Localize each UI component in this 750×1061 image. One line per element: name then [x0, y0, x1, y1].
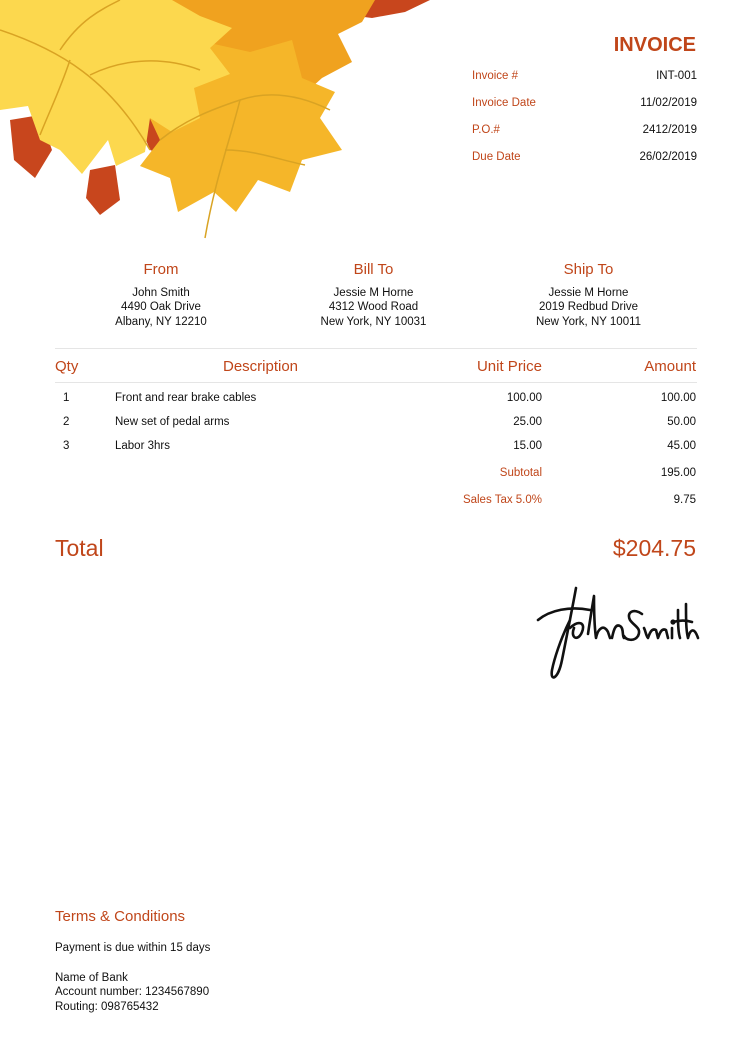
cell-amount: 100.00: [660, 392, 696, 404]
meta-row-invoice-date: [472, 97, 697, 124]
cell-amount: 45.00: [667, 440, 696, 452]
cell-unit-price: 100.00: [506, 392, 542, 404]
party-ship-to-title: Ship To: [563, 261, 614, 278]
cell-amount: 50.00: [667, 416, 696, 428]
tax-value: 9.75: [673, 494, 696, 506]
cell-qty: 1: [63, 392, 70, 404]
meta-value: 26/02/2019: [639, 151, 697, 163]
meta-label: Invoice Date: [472, 97, 536, 109]
party-line: Jessie M Horne: [548, 286, 629, 299]
invoice-meta: [472, 70, 697, 178]
total-label: Total: [55, 535, 104, 561]
party-line: 4490 Oak Drive: [121, 301, 201, 313]
spacer: [55, 956, 210, 971]
table-row: [0, 416, 750, 436]
party-line: John Smith: [132, 286, 190, 299]
tax-label: Sales Tax 5.0%: [462, 494, 542, 506]
column-header-qty: Qty: [55, 358, 79, 375]
column-header-amount: Amount: [644, 358, 696, 375]
signature-image: [530, 580, 700, 690]
party-ship-to: [480, 263, 697, 329]
invoice-title: INVOICE: [613, 34, 696, 56]
party-line: Jessie M Horne: [333, 286, 414, 299]
cell-qty: 3: [63, 440, 70, 452]
party-line: New York, NY 10031: [320, 315, 427, 328]
terms-title: Terms & Conditions: [55, 908, 186, 925]
terms-body: [55, 941, 210, 1014]
bank-line: Account number: 1234567890: [55, 986, 210, 998]
parties-section: [55, 263, 697, 329]
autumn-leaves-decoration: [0, 0, 430, 245]
bank-line: Routing: 098765432: [55, 1000, 159, 1013]
cell-description: New set of pedal arms: [115, 416, 230, 428]
leaf-deep-red-small: [86, 165, 120, 215]
cell-qty: 2: [63, 416, 70, 428]
table-row: [0, 440, 750, 460]
column-header-unit-price: Unit Price: [476, 358, 542, 375]
meta-row-po-number: [472, 124, 697, 151]
cell-description: Labor 3hrs: [115, 440, 170, 452]
party-line: New York, NY 10011: [535, 315, 642, 328]
divider-header: [55, 382, 697, 383]
subtotal-label: Subtotal: [499, 467, 542, 479]
cell-unit-price: 25.00: [513, 416, 542, 428]
meta-row-invoice-number: [472, 70, 697, 97]
cell-description: Front and rear brake cables: [115, 392, 257, 404]
cell-unit-price: 15.00: [513, 440, 542, 452]
column-header-description: Description: [223, 358, 299, 375]
party-line: 2019 Redbud Drive: [538, 301, 639, 313]
meta-row-due-date: [472, 151, 697, 178]
subtotal-value: 195.00: [660, 467, 696, 479]
meta-label: Invoice #: [472, 70, 519, 82]
meta-label: Due Date: [472, 151, 521, 163]
meta-value: 11/02/2019: [640, 97, 697, 109]
party-from: [55, 263, 267, 329]
meta-value: INT-001: [656, 70, 697, 82]
party-bill-to-title: Bill To: [353, 261, 394, 278]
table-row: [0, 392, 750, 412]
party-line: 4312 Wood Road: [328, 301, 419, 313]
party-bill-to: [267, 263, 480, 329]
party-line: Albany, NY 12210: [115, 315, 207, 328]
divider-top: [55, 348, 697, 349]
meta-value: 2412/2019: [642, 124, 697, 136]
party-from-title: From: [143, 261, 179, 278]
bank-line: Name of Bank: [55, 971, 128, 984]
payment-note: Payment is due within 15 days: [55, 942, 211, 954]
total-value: $204.75: [612, 535, 696, 561]
meta-label: P.O.#: [472, 124, 500, 136]
